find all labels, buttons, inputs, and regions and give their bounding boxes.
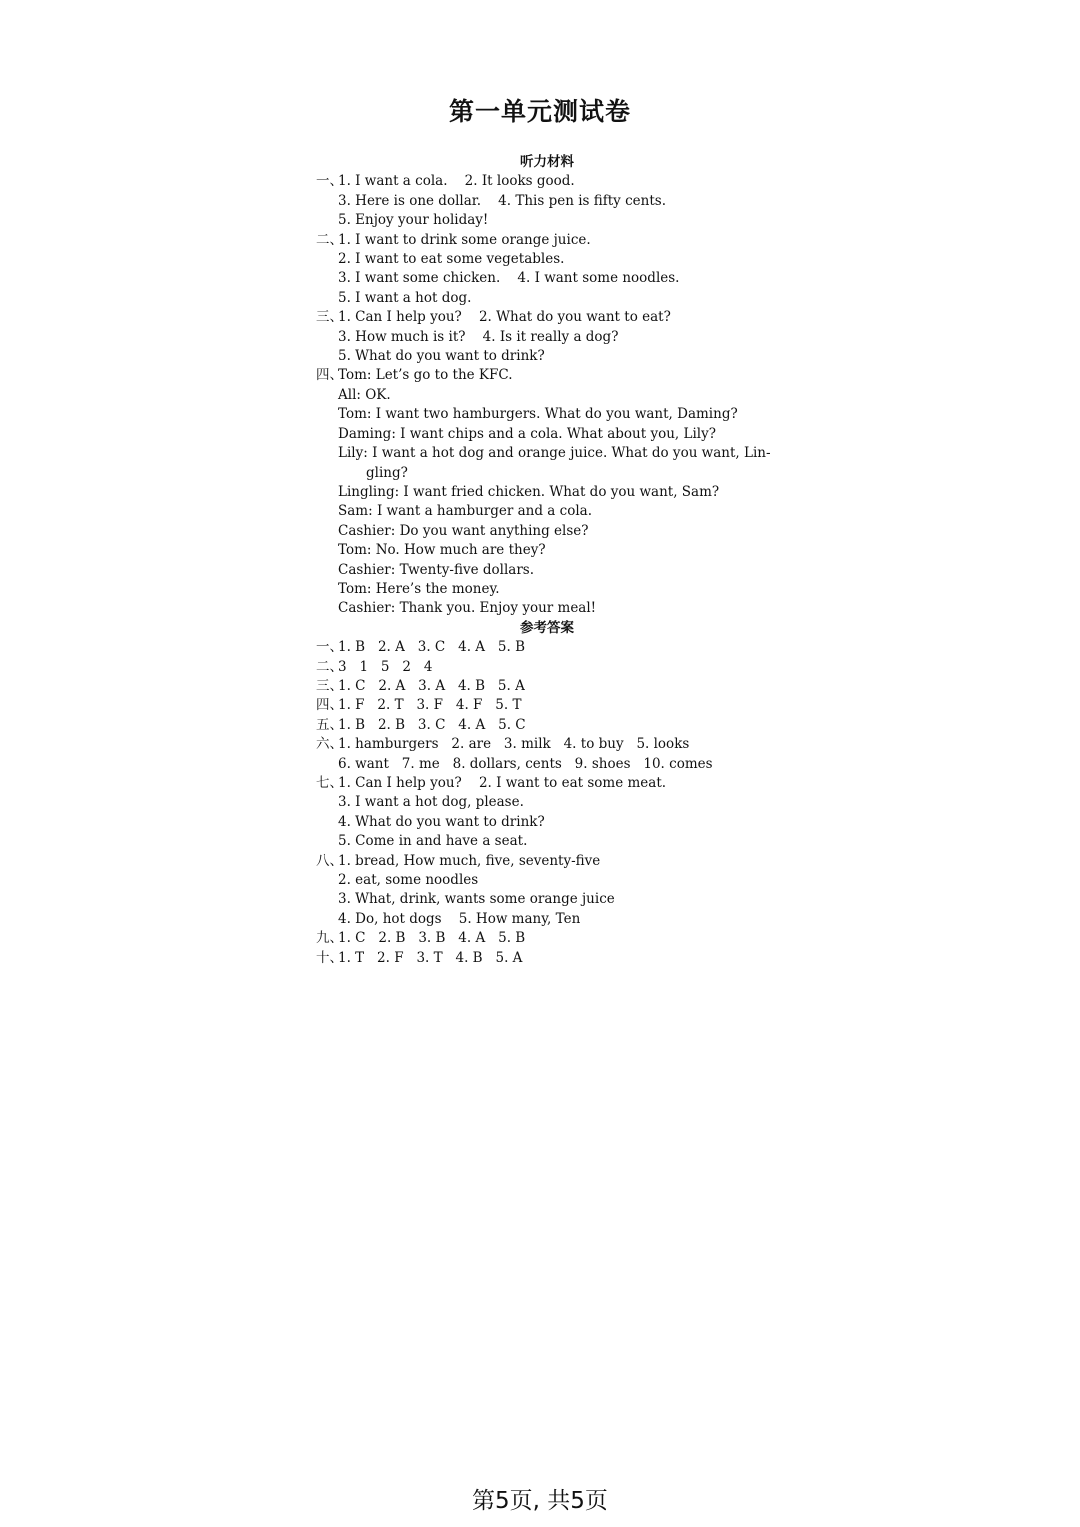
answer-line (316, 929, 756, 948)
answer-line (316, 755, 756, 774)
listening-line (316, 405, 756, 424)
listening-line (316, 464, 756, 483)
answer-line-text: 1. bread, How much, five, seventy-five (338, 852, 601, 869)
listening-line (316, 541, 756, 560)
answer-line-text: 3. I want a hot dog, please. (338, 794, 524, 811)
listening-line-number: 三、 (316, 309, 343, 326)
answer-line-text: 4. Do, hot dogs 5. How many, Ten (338, 910, 581, 927)
answer-line-text: 1. B 2. B 3. C 4. A 5. C (338, 716, 526, 733)
listening-line-text: Cashier: Do you want anything else? (338, 522, 589, 539)
listening-line (316, 386, 756, 405)
answer-line-number: 一、 (316, 639, 343, 656)
listening-line-text: Lily: I want a hot dog and orange juice. What do you want, Lin- (338, 445, 771, 462)
answer-line-text: 5. Come in and have a seat. (338, 833, 528, 850)
listening-line-text: 2. I want to eat some vegetables. (338, 251, 565, 268)
listening-line (316, 444, 771, 463)
listening-line-text: Cashier: Twenty-five dollars. (338, 561, 535, 578)
answer-line-text: 1. Can I help you? 2. I want to eat some meat. (338, 775, 667, 791)
listening-line (316, 269, 756, 288)
listening-line-text: 5. I want a hot dog. (338, 289, 472, 306)
listening-line-text: 1. I want to drink some orange juice. (338, 231, 591, 248)
answer-line (316, 793, 756, 812)
listening-line-text: 5. Enjoy your holiday! (338, 212, 489, 229)
answers-section (316, 638, 756, 968)
answer-line-number: 九、 (316, 930, 343, 947)
listening-line-text: 3. Here is one dollar. 4. This pen is fifty cents. (338, 192, 666, 209)
answer-line-number: 十、 (316, 949, 343, 966)
answer-line (316, 813, 756, 832)
answer-line (316, 871, 756, 890)
listening-line (316, 231, 756, 250)
listening-line (316, 483, 756, 502)
answer-line-text: 1. C 2. A 3. A 4. B 5. A (338, 677, 525, 694)
listening-line (316, 502, 756, 521)
listening-line (316, 211, 756, 230)
listening-line (316, 599, 756, 618)
answer-line-number: 二、 (316, 658, 343, 675)
answer-line-number: 五、 (316, 716, 343, 733)
listening-line-text: Sam: I want a hamburger and a cola. (338, 503, 592, 520)
answer-line-text: 1. T 2. F 3. T 4. B 5. A (338, 949, 523, 966)
listening-line (316, 192, 756, 211)
listening-line-number: 二、 (316, 231, 343, 248)
listening-line-text: Tom: No. How much are they? (338, 542, 546, 559)
answers-heading: 参考答案 (520, 619, 574, 636)
listening-line (316, 289, 756, 308)
listening-line-text: 3. I want some chicken. 4. I want some noodles. (338, 270, 680, 287)
listening-line (316, 522, 756, 541)
listening-line (316, 172, 756, 191)
listening-line (316, 347, 756, 366)
page-title: 第一单元测试卷 (448, 97, 631, 126)
answer-line-text: 4. What do you want to drink? (338, 813, 545, 830)
answer-line (316, 735, 756, 754)
listening-line-text: Tom: I want two hamburgers. What do you want, Daming? (338, 406, 738, 423)
answer-line-text: 1. F 2. T 3. F 4. F 5. T (338, 697, 522, 714)
listening-line-text: gling? (366, 464, 408, 481)
listening-line-text: 1. Can I help you? 2. What do you want to eat? (338, 309, 671, 326)
listening-line-text: Lingling: I want fried chicken. What do you want, Sam? (338, 483, 720, 500)
listening-line (316, 561, 756, 580)
answer-line-number: 八、 (316, 852, 343, 869)
listening-line (316, 308, 756, 327)
answer-line (316, 638, 756, 657)
answer-line-number: 七、 (316, 775, 343, 791)
answer-line (316, 890, 756, 909)
answer-line (316, 658, 756, 677)
listening-line-text: All: OK. (338, 386, 391, 403)
listening-line (316, 425, 756, 444)
answer-line-number: 三、 (316, 677, 343, 694)
answer-line-text: 6. want 7. me 8. dollars, cents 9. shoes 10. comes (338, 755, 713, 772)
answer-line-text: 1. B 2. A 3. C 4. A 5. B (338, 639, 526, 656)
answer-line (316, 677, 756, 696)
listening-line-number: 四、 (316, 367, 343, 384)
listening-line (316, 328, 756, 347)
listening-line-text: 1. I want a cola. 2. It looks good. (338, 173, 575, 190)
document-body (316, 153, 771, 968)
answer-line (316, 696, 756, 715)
listening-line-text: Tom: Here’s the money. (338, 580, 500, 597)
answer-line-text: 3. What, drink, wants some orange juice (338, 891, 615, 908)
answer-line (316, 832, 756, 851)
listening-line-text: Daming: I want chips and a cola. What about you, Lily? (338, 425, 716, 442)
answer-line-text: 2. eat, some noodles (338, 872, 479, 889)
listening-line-text: 3. How much is it? 4. Is it really a dog? (338, 328, 619, 345)
listening-line (316, 366, 756, 385)
answer-line (316, 852, 756, 871)
answer-line (316, 949, 756, 968)
answer-line-text: 3 1 5 2 4 (338, 658, 433, 675)
answer-line-number: 四、 (316, 697, 343, 714)
page-number: 第5页, 共5页 (472, 1488, 608, 1514)
listening-line-text: 5. What do you want to drink? (338, 348, 545, 365)
answer-line (316, 910, 756, 929)
answer-line-text: 1. C 2. B 3. B 4. A 5. B (338, 930, 526, 947)
listening-line (316, 580, 756, 599)
answer-line-number: 六、 (316, 736, 343, 753)
answer-line (316, 774, 756, 793)
answer-line-text: 1. hamburgers 2. are 3. milk 4. to buy 5. looks (338, 736, 690, 753)
listening-line-number: 一、 (316, 173, 343, 190)
listening-line-text: Cashier: Thank you. Enjoy your meal! (338, 600, 597, 617)
answer-line (316, 716, 756, 735)
listening-section (316, 172, 771, 618)
listening-heading: 听力材料 (520, 154, 574, 170)
listening-line-text: Tom: Let’s go to the KFC. (338, 367, 513, 384)
listening-line (316, 250, 756, 269)
